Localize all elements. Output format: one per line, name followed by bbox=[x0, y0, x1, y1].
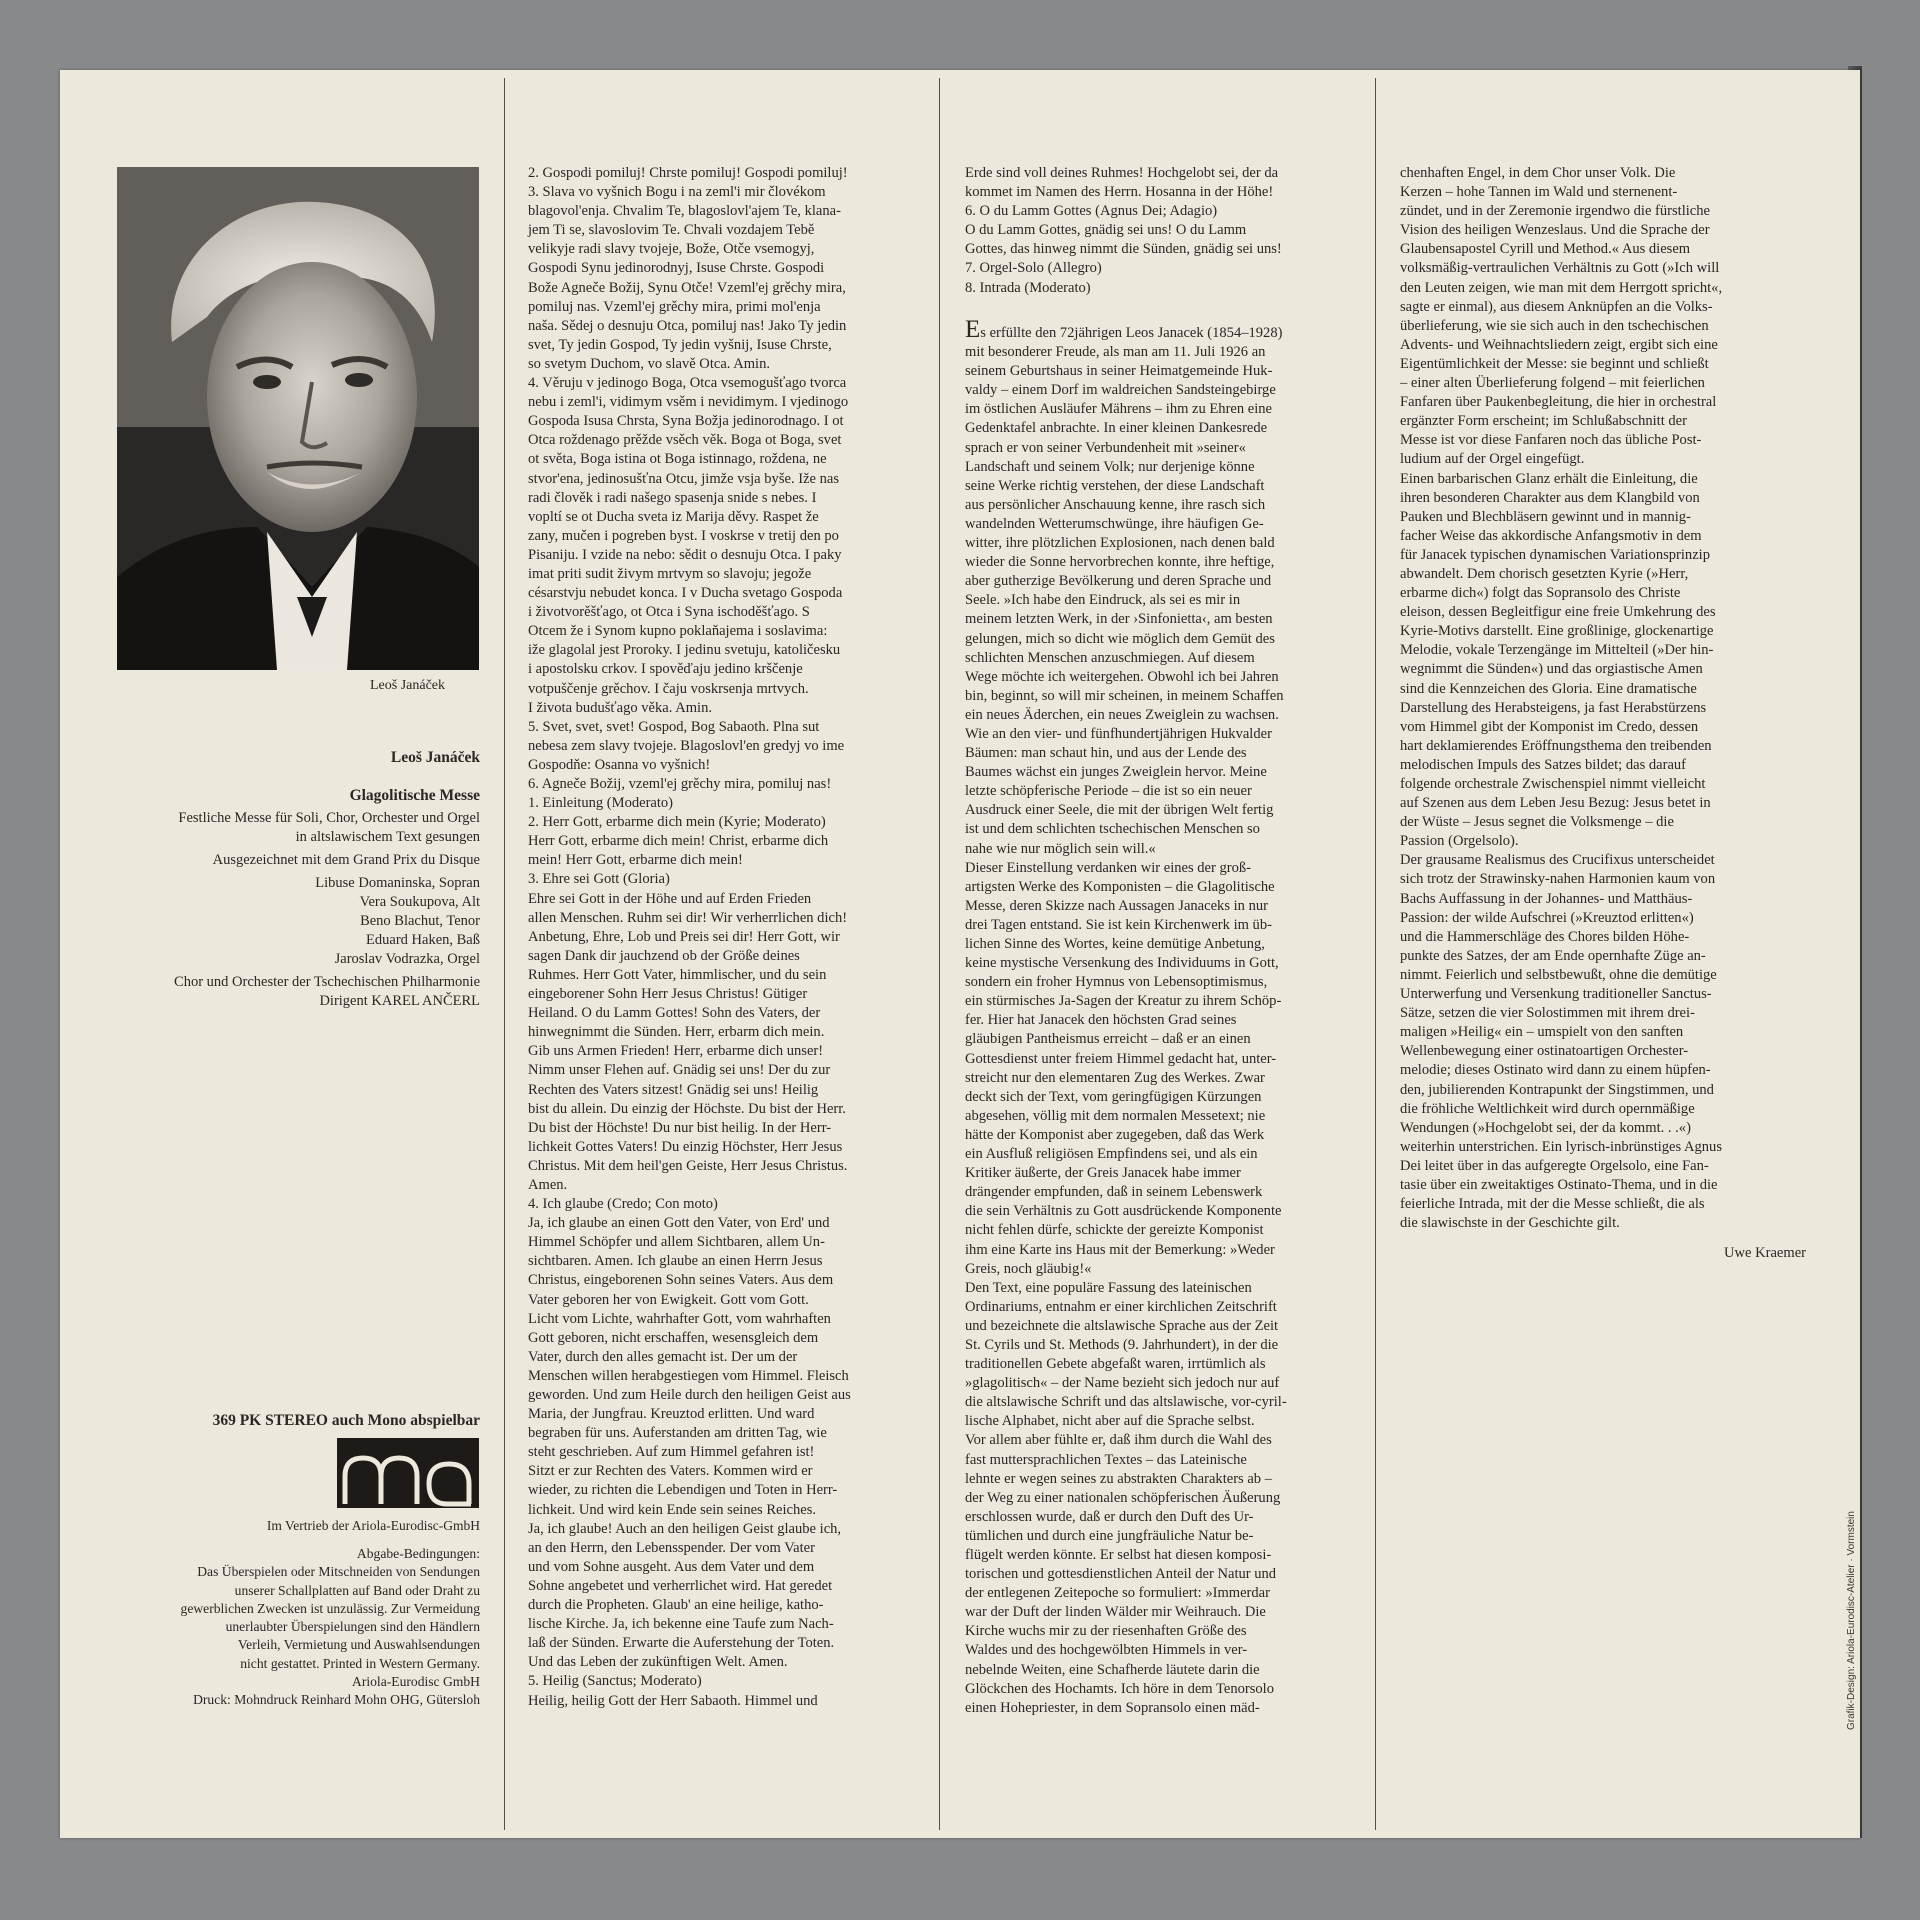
text-line: ludium auf der Orgel eingefügt. bbox=[1400, 451, 1585, 468]
text-line: Sätze, setzen die vier Solostimmen mit ihrem drei- bbox=[1400, 1005, 1695, 1022]
text-line: 6. Agneče Božij, vzeml'ej grěchy mira, pomiluj nas! bbox=[528, 776, 832, 792]
text-line: Otcem že i Synom kupno poklaňajema i soslavima: bbox=[528, 623, 828, 640]
essay-author: Uwe Kraemer bbox=[1724, 1245, 1806, 1261]
text-line: blagovol'enja. Chvalim Te, blagoslovl'ajem Te, klana- bbox=[528, 203, 841, 220]
column-rule bbox=[1375, 78, 1376, 1830]
text-line: und die Hammerschläge des Chores bilden Höhe- bbox=[1400, 928, 1690, 945]
text-line: Erde sind voll deines Ruhmes! Hochgelobt sei, der da bbox=[965, 165, 1279, 181]
column-rule bbox=[939, 78, 940, 1830]
column-rule bbox=[504, 78, 505, 1830]
text-line: 2. Gospodi pomiluj! Chrste pomiluj! Gospodi pomiluj! bbox=[528, 165, 848, 181]
text-line: Otca roždenago prěžde vsěch věk. Boga ot Boga, svet bbox=[528, 432, 842, 449]
text-line: flügelt werden könnte. Er selbst hat diesen komposi- bbox=[965, 1547, 1272, 1563]
text-line: I života budušťago věka. Amin. bbox=[528, 699, 712, 716]
text-line: gläubigen Pantheismus erreicht – daß er an einen bbox=[965, 1031, 1251, 1048]
text-line: St. Cyrils und St. Methods (9. Jahrhundert), in der die bbox=[965, 1336, 1279, 1353]
text-line: aus persönlicher Anschauung kenne, ihre rasch sich bbox=[965, 496, 1266, 513]
text-line: deckt sich der Text, vom geringfügigen Kürzungen bbox=[965, 1088, 1262, 1105]
text-line: geworden. Und zum Heile durch den heiligen Geist aus bbox=[528, 1387, 851, 1403]
mass-text-continued bbox=[965, 164, 1357, 298]
terms-line: Abgabe-Bedingungen: bbox=[356, 1546, 480, 1561]
text-line: ein Ausfluß religiösen Empfindens sei, und als ein bbox=[965, 1146, 1258, 1163]
text-line: Eigentümlichkeit der Messe: sie beginnt und schließt bbox=[1400, 355, 1709, 372]
text-line: 6. O du Lamm Gottes (Agnus Dei; Adagio) bbox=[965, 203, 1218, 220]
text-line: und vom Sohne ausgeht. Aus dem Vater und dem bbox=[528, 1558, 815, 1575]
text-line: melodie; dieses Ostinato wird dann zu einem hüpfen- bbox=[1400, 1062, 1711, 1079]
text-line: Darstellung des Herabsteigens, ja fast Herabstürzens bbox=[1400, 699, 1707, 716]
catalog-number: 369 PK STEREO auch Mono abspielbar bbox=[212, 1412, 480, 1429]
text-line: nicht fehlen dürfe, schickte der gereizte Komponist bbox=[965, 1222, 1264, 1239]
text-line: 4. Ich glaube (Credo; Con moto) bbox=[528, 1196, 718, 1213]
terms-line: unserer Schallplatten auf Band oder Draht zu bbox=[234, 1582, 480, 1598]
text-line: 3. Slava vo vyšnich Bogu i na zeml'i mir človékom bbox=[528, 184, 826, 201]
text-line: gelungen, mich so dicht wie möglich dem Gemüt des bbox=[965, 630, 1275, 647]
text-line: ihren besonderen Charakter aus dem Klangbild von bbox=[1400, 489, 1700, 506]
text-line: so svetym Duchom, vo slavě Otca. Amin. bbox=[528, 355, 771, 372]
text-line: Gottes, das hinweg nimmt die Sünden, gnädig sei uns! bbox=[965, 241, 1282, 258]
text-line: Gospodi Synu jedinorodnyj, Isuse Chrste. Gospodi bbox=[528, 260, 825, 277]
text-line: begraben für uns. Auferstanden am dritten Tag, wie bbox=[528, 1425, 827, 1442]
portrait-caption: Leoš Janáček bbox=[370, 678, 446, 693]
text-line: nahe wie nur möglich sein will.« bbox=[965, 840, 1156, 857]
text-line: 2. Herr Gott, erbarme dich mein (Kyrie; Moderato) bbox=[528, 814, 826, 831]
text-line: Einen barbarischen Glanz erhält die Einleitung, die bbox=[1400, 470, 1698, 487]
text-line: Den Text, eine populäre Fassung des lateinischen bbox=[965, 1279, 1252, 1296]
text-line: Amen. bbox=[528, 1176, 568, 1193]
text-line: tasie über ein zweitaktiges Ostinato-Thema, und in die bbox=[1400, 1176, 1718, 1193]
text-line: melodischen Impuls des Satzes bildet; das darauf bbox=[1400, 756, 1687, 773]
text-line: Dieser Einstellung verdanken wir eines der groß- bbox=[965, 859, 1251, 876]
text-line: streicht nur den elementaren Zug des Werkes. Zwar bbox=[965, 1069, 1265, 1086]
text-line: – einer alten Überlieferung folgend – mit feierlichen bbox=[1400, 375, 1705, 392]
terms-block bbox=[90, 1545, 480, 1710]
text-line: eingeborener Sohn Herr Jesus Christus! Gütiger bbox=[528, 986, 808, 1003]
text-line: stvor'ena, jedinosušťna Otcu, jimže vsja byše. Iže nas bbox=[528, 470, 840, 487]
text-line: nimmt. Feierlich und selbstbewußt, ohne die demütige bbox=[1400, 966, 1717, 983]
terms-line: gewerblichen Zwecken ist unzulässig. Zur Vermeidung bbox=[180, 1600, 480, 1616]
design-credit: Grafik-Design: Ariola-Eurodisc-Atelier · Vormstein bbox=[1846, 1511, 1857, 1730]
text-line: ihm eine Karte ins Haus mit der Bemerkung: »Weder bbox=[965, 1241, 1275, 1258]
text-line: Gospoda Isusa Chrsta, Syna Božja jedinorodnago. I ot bbox=[528, 413, 844, 430]
text-line: Licht vom Lichte, wahrhafter Gott, vom wahrhaften bbox=[528, 1310, 831, 1327]
text-line: ein stürmisches Ja-Sagen der Kreatur zu ihrem Schöp- bbox=[965, 993, 1282, 1010]
text-line: lichkeit Gottes Vaters! Du einzig Höchster, Herr Jesus bbox=[528, 1138, 843, 1155]
text-line: Pisaniju. I vzide na nebo: sědit o desnuju Otca. I paky bbox=[528, 546, 842, 563]
text-line: Advents- und Weihnachtsliedern zeigt, ergibt sich eine bbox=[1400, 336, 1718, 353]
text-line: 3. Ehre sei Gott (Gloria) bbox=[528, 871, 670, 888]
text-line: Der grausame Realismus des Crucifixus unterscheidet bbox=[1400, 852, 1715, 869]
text-line: Wie an den vier- und fünfhundertjährigen Hukvalder bbox=[965, 725, 1272, 742]
album-credits bbox=[90, 748, 480, 1011]
text-line: Wellenbewegung einer ostinatoartigen Orchester- bbox=[1400, 1043, 1689, 1060]
text-line: nebelnde Weiten, eine Schafherde läutete darin die bbox=[965, 1661, 1260, 1678]
text-line: erschlossen wurde, daß er durch den Duft des Ur- bbox=[965, 1508, 1254, 1525]
terms-line: Druck: Mohndruck Reinhard Mohn OHG, Gütersloh bbox=[193, 1692, 480, 1708]
text-line: seine Werke richtig verstehen, der diese Landschaft bbox=[965, 477, 1265, 494]
text-line: Nimm unser Flehen auf. Gnädig sei uns! Der du zur bbox=[528, 1062, 831, 1079]
text-line: O du Lamm Gottes, gnädig sei uns! O du Lamm bbox=[965, 222, 1247, 239]
text-line: erbarme dich«) folgt das Sopransolo des Christe bbox=[1400, 585, 1681, 602]
text-line: velikyje radi slavy tvojeje, Bože, Otče vsemogyj, bbox=[528, 241, 815, 258]
text-line: punkte des Satzes, der am Ende opernhafte Züge an- bbox=[1400, 947, 1706, 964]
text-line: 5. Svet, svet, svet! Gospod, Bog Sabaoth. Plna sut bbox=[528, 718, 820, 735]
performer: Libuse Domaninska, Sopran bbox=[315, 875, 480, 891]
text-line: jem Ti se, slavoslovim Te. Chvali vozdajem Tebě bbox=[528, 222, 815, 239]
text-line: abgesehen, völlig mit dem normalen Messetext; nie bbox=[965, 1107, 1266, 1124]
text-line: aber gutherzige Bevölkerung und deren Sprache und bbox=[965, 573, 1272, 590]
text-line: naša. Sědej o desnuju Otca, pomiluj nas! Jako Ty jedin bbox=[528, 317, 847, 334]
text-line: Wendungen (»Hochgelobt sei, der da kommt. . .«) bbox=[1400, 1119, 1691, 1136]
text-line: der Weg zu einer nationalen schöpferischen Äußerung bbox=[965, 1489, 1281, 1506]
text-line: Und das Leben der zukünftigen Welt. Amen. bbox=[528, 1654, 788, 1671]
text-line: césarstvju nebudet konca. I v Ducha svetago Gospoda bbox=[528, 585, 843, 602]
text-line: lichkeit. Und wird kein Ende sein seines Reiches. bbox=[528, 1501, 817, 1518]
text-line: Rechten des Vaters sitzest! Gnädig sei uns! Heilig bbox=[528, 1081, 819, 1098]
terms-line: unerlaubter Überspielungen sind den Händlern bbox=[225, 1619, 480, 1635]
text-line: mein! Herr Gott, erbarme dich mein! bbox=[528, 852, 743, 869]
text-line: Glaubensapostel Cyrill und Method.« Aus diesem bbox=[1400, 241, 1691, 258]
essay-column-2 bbox=[1400, 164, 1792, 1233]
text-line: sind die Kennzeichen des Gloria. Eine dramatische bbox=[1400, 680, 1697, 697]
text-line: imat priti sudit živym mrtvym so slavoju; jegože bbox=[528, 565, 812, 582]
text-line: Christus. Mit dem heil'gen Geiste, Herr Jesus Christus. bbox=[528, 1157, 848, 1174]
text-line: für Janacek typischen dynamischen Variationsprinzip bbox=[1400, 546, 1710, 563]
terms-line: Ariola-Eurodisc GmbH bbox=[352, 1674, 480, 1690]
text-line: den, jubilierenden Kontrapunkt der Singstimmen, und bbox=[1400, 1081, 1714, 1098]
text-line: 7. Orgel-Solo (Allegro) bbox=[965, 260, 1102, 277]
text-line: hinwegnimmt die Sünden. Herr, erbarm dich mein. bbox=[528, 1024, 825, 1041]
text-line: maligen »Heilig« ein – umspielt von den sanften bbox=[1400, 1024, 1684, 1041]
orchestra: Chor und Orchester der Tschechischen Philharmonie bbox=[174, 974, 480, 990]
text-line: bist du allein. Du einzig der Höchste. Du bist der Herr. bbox=[528, 1100, 846, 1117]
text-line: 8. Intrada (Moderato) bbox=[965, 279, 1091, 296]
text-line: Dei leitet über in das aufgeregte Orgelsolo, eine Fan- bbox=[1400, 1157, 1709, 1174]
text-line: Landschaft und seinem Volk; nur derjenige könne bbox=[965, 458, 1255, 475]
text-line: lichen Sinne des Wortes, keine demütige Anbetung, bbox=[965, 936, 1265, 952]
text-line: ergänzter Form erscheint; im Schlußabschnitt der bbox=[1400, 413, 1687, 430]
text-line: sprach er von seiner Verbundenheit mit »seiner« bbox=[965, 439, 1246, 456]
text-line: 5. Heilig (Sanctus; Moderato) bbox=[528, 1673, 702, 1690]
text-line: allen Menschen. Ruhm sei dir! Wir verherrlichen dich! bbox=[528, 909, 848, 926]
text-line: ist und dem schlichten tschechischen Menschen so bbox=[965, 821, 1260, 838]
text-line: Bachs Auffassung in der Johannes- und Matthäus- bbox=[1400, 890, 1693, 907]
text-line: wegnimmt die Sünden«) und das orgiastische Amen bbox=[1400, 661, 1703, 678]
text-line: »glagolitisch« – der Name bezieht sich jedoch nur auf bbox=[965, 1375, 1280, 1392]
essay-first-line: Es erfüllte den 72jährigen Leos Janacek (1854–1928) bbox=[965, 316, 1283, 343]
text-line: Kirche wuchs mir zu der riesenhaften Größe des bbox=[965, 1623, 1247, 1640]
text-line: meinem letzten Werk, in der ›Sinfonietta‹, am besten bbox=[965, 611, 1273, 628]
performer: Eduard Haken, Baß bbox=[366, 932, 480, 948]
text-line: sichtbaren. Amen. Ich glaube an einen Herrn Jesus bbox=[528, 1253, 823, 1270]
text-line: wieder, zu richten die Lebendigen und Toten in Herr- bbox=[528, 1482, 838, 1499]
conductor: Dirigent KAREL ANČERL bbox=[319, 993, 480, 1009]
text-line: fer. Hier hat Janacek den höchsten Grad seines bbox=[965, 1012, 1237, 1029]
text-line: Bože Agneče Božij, Synu Otče! Vzeml'ej grěchy mira, bbox=[528, 279, 846, 296]
text-line: die altslawische Schrift und das altslawische, vor-cyril- bbox=[965, 1394, 1287, 1411]
performer: Jaroslav Vodrazka, Orgel bbox=[334, 951, 480, 967]
text-line: Kritiker äußerte, der Greis Janacek habe immer bbox=[965, 1165, 1241, 1182]
text-line: ot světa, Boga istina ot Boga istinnago, roždena, ne bbox=[528, 451, 827, 468]
terms-line: Verleih, Vermietung und Auswahlsendungen bbox=[237, 1637, 480, 1653]
text-line: lische Alphabet, nicht aber auf die Sprache selbst. bbox=[965, 1413, 1255, 1430]
text-line: überlieferung, wie sie sich auch in den tschechischen bbox=[1400, 317, 1709, 334]
distribution-text: Im Vertrieb der Ariola-Eurodisc-GmbH bbox=[266, 1518, 480, 1533]
text-line: i životvorěšťago, ot Otca i Syna ischoděšťago. S bbox=[528, 604, 810, 621]
text-line: svet, Ty jedin Gospod, Ty jedin vyšnij, Isuse Chrste, bbox=[528, 336, 832, 353]
text-line: facher Weise das akkordische Anfangsmotiv in dem bbox=[1400, 527, 1702, 544]
text-line: Unterwerfung und Versenkung traditioneller Sanctus- bbox=[1400, 986, 1712, 1003]
text-line: Vater, durch den alles gemacht ist. Der um der bbox=[528, 1348, 798, 1365]
composer-name: Leoš Janáček bbox=[390, 749, 480, 766]
text-line: Kerzen – hohe Tannen im Wald und sternenent- bbox=[1400, 184, 1678, 201]
text-line: Gospodňe: Osanna vo vyšnich! bbox=[528, 756, 711, 773]
text-line: chenhaften Engel, in dem Chor unser Volk. Die bbox=[1400, 165, 1676, 181]
text-line: die slawischste in der Geschichte gilt. bbox=[1400, 1215, 1620, 1232]
text-line: letzte schöpferische Periode – die ist so ein neuer bbox=[965, 783, 1252, 800]
composer-portrait bbox=[117, 167, 479, 670]
essay-text bbox=[965, 343, 1357, 1718]
text-line: witter, ihre plötzlichen Explosionen, nach denen bald bbox=[965, 535, 1275, 552]
text-line: pomiluj nas. Vzeml'ej grěchy mira, primi mol'enja bbox=[528, 298, 821, 315]
text-line: sagte er einmal), aus diesem Anknüpfen an die Volks- bbox=[1400, 298, 1713, 315]
essay-column-1 bbox=[965, 316, 1357, 1718]
text-line: im östlichen Ausläufer Mährens – ihm zu Ehren eine bbox=[965, 401, 1273, 418]
text-line: Kyrie-Motivs darstellt. Eine großlinige, glockenartige bbox=[1400, 623, 1714, 640]
text-line: Herr Gott, erbarme dich mein! Christ, erbarme dich bbox=[528, 833, 829, 850]
text-line: sagen Dank dir jauchzend ob der Größe deines bbox=[528, 947, 800, 964]
terms-line: nicht gestattet. Printed in Western Germany. bbox=[240, 1655, 480, 1671]
text-line: weiterhin unterstrichen. Ein lyrisch-inbrünstiges Agnus bbox=[1400, 1138, 1722, 1155]
text-line: Fanfaren über Paukenbegleitung, die hier in orchestral bbox=[1400, 394, 1717, 411]
text-line: Gottesdienst unter freiem Himmel gedacht hat, unter- bbox=[965, 1050, 1277, 1067]
text-line: votpuščenje grěchov. I čaju voskrsenja mrtvych. bbox=[528, 680, 809, 697]
text-line: der entlegenen Zeitepoche so formuliert: »Immerdar bbox=[965, 1585, 1270, 1602]
text-line: fast muttersprachlichen Textes – das Lateinische bbox=[965, 1451, 1247, 1468]
text-line: ein neues Äderchen, ein neues Zweiglein zu wachsen. bbox=[965, 706, 1279, 723]
text-line: wieder die Sonne hervorbrechen konnte, ihre heftige, bbox=[965, 554, 1275, 571]
text-line: an den Herrn, den Lebensspender. Der vom Vater bbox=[528, 1539, 815, 1556]
text-line: hart deklamierendes Eröffnungsthema den treibenden bbox=[1400, 737, 1712, 754]
text-line: Ordinariums, entnahm er einer kirchlichen Zeitschrift bbox=[965, 1298, 1277, 1315]
text-line: Maria, der Jungfrau. Kreuztod erlitten. Und ward bbox=[528, 1406, 815, 1423]
text-line: feierliche Intrada, mit der die Messe schließt, die als bbox=[1400, 1196, 1705, 1213]
text-line: die sein Verhältnis zu Gott ausdrückende Komponente bbox=[965, 1203, 1282, 1220]
award-text: Ausgezeichnet mit dem Grand Prix du Disque bbox=[212, 852, 480, 868]
text-line: Baumes wächst ein junges Zweiglein hervor. Meine bbox=[965, 764, 1267, 781]
text-line: nebesa zem slavy tvojeje. Blagoslovl'en gredyj vo ime bbox=[528, 737, 845, 754]
text-line: Waldes und des hochgewölbten Himmels in ver- bbox=[965, 1642, 1248, 1659]
text-line: Passion (Orgelsolo). bbox=[1400, 833, 1519, 850]
work-title: Glagolitische Messe bbox=[349, 787, 480, 804]
text-line: Bäumen: man schaut hin, und aus der Lende des bbox=[965, 745, 1247, 762]
text-line: Heiland. O du Lamm Gottes! Sohn des Vaters, der bbox=[528, 1005, 821, 1022]
text-line: wandelnden Wetterumschwünge, ihre häufigen Ge- bbox=[965, 515, 1264, 532]
text-line: Sitzt er zur Rechten des Vaters. Kommen wird er bbox=[528, 1463, 813, 1480]
text-line: lische Kirche. Ja, ich bekenne eine Taufe zum Nach- bbox=[528, 1616, 834, 1633]
text-line: Seele. »Ich habe den Eindruck, als sei es mir in bbox=[965, 592, 1241, 609]
text-line: Ehre sei Gott in der Höhe und auf Erden Frieden bbox=[528, 890, 812, 907]
text-line: abwandelt. Dem chorisch gesetzten Kyrie (»Herr, bbox=[1400, 565, 1689, 582]
text-line: volksmäßig-vertraulichen Verhältnis zu Gott (»Ich will bbox=[1400, 260, 1720, 277]
text-line: Wege möchte ich weitergehen. Obwohl ich bei Jahren bbox=[965, 668, 1279, 685]
text-line: folgende orchestrale Zwischenspiel nimmt vielleicht bbox=[1400, 776, 1706, 792]
text-line: nebu i zeml'i, vidimym vsěm i nevidimym. I vjedinogo bbox=[528, 394, 849, 411]
text-line: Glöckchen des Hochamts. Ich höre in dem Tenorsolo bbox=[965, 1680, 1274, 1697]
text-line: Ruhmes. Herr Gott Vater, himmlischer, und du sein bbox=[528, 966, 827, 983]
text-line: Passion: der wilde Aufschrei (»Kreuztod erlitten«) bbox=[1400, 909, 1694, 926]
drop-cap: E bbox=[965, 316, 981, 343]
text-line: Melodie, vokale Terzengänge im Mittelteil (»Der hin- bbox=[1400, 642, 1714, 659]
text-line: i apostolsku crkov. I spověďaju jedino krščenje bbox=[528, 661, 803, 678]
text-line: Messe ist vor diese Fanfaren noch das übliche Post- bbox=[1400, 432, 1702, 449]
text-line: Heilig, heilig Gott der Herr Sabaoth. Himmel und bbox=[528, 1692, 818, 1709]
text-line: bin, beginnt, so will mir scheinen, in meinem Schaffen bbox=[965, 687, 1284, 704]
text-line: drei Tagen entstand. Sie ist kein Kirchenwerk im üb- bbox=[965, 916, 1272, 933]
text-line: laß der Sünden. Erwarte die Auferstehung der Toten. bbox=[528, 1635, 835, 1652]
text-line: durch die Propheten. Glaub' an eine heilige, katho- bbox=[528, 1597, 824, 1614]
text-line: Vater geboren her von Ewigkeit. Gott vom Gott. bbox=[528, 1291, 809, 1308]
text-line: Gott geboren, nicht erschaffen, wesensgleich dem bbox=[528, 1329, 819, 1346]
text-line: Sohne angebetet und verherrlichet wird. Hat geredet bbox=[528, 1577, 833, 1594]
text-line: traditionellen Gebete abgefaßt waren, irrtümlich als bbox=[965, 1356, 1266, 1373]
text-line: artigsten Werke des Komponisten – die Glagolitische bbox=[965, 878, 1275, 895]
text-line: den Leuten zeigen, wie man mit dem Herrgott spricht«, bbox=[1400, 279, 1723, 296]
text-line: tümlichen und durch eine jungfräuliche Natur be- bbox=[965, 1527, 1254, 1544]
text-line: 4. Věruju v jedinogo Boga, Otca vsemogušťago tvorca bbox=[528, 375, 847, 392]
text-line: Ja, ich glaube an einen Gott den Vater, von Erd' und bbox=[528, 1215, 830, 1232]
text-line: kommet im Namen des Herrn. Hosanna in der Höhe! bbox=[965, 184, 1274, 201]
text-line: torischen und gottesdienstlichen Anteil der Natur und bbox=[965, 1566, 1277, 1583]
text-line: Ja, ich glaube! Auch an den heiligen Geist glaube ich, bbox=[528, 1520, 842, 1537]
text-line: vom Himmel gibt der Komponist im Credo, dessen bbox=[1400, 718, 1699, 735]
text-line: auf Szenen aus dem Leben Jesu Bezug: Jesus betet in bbox=[1400, 795, 1711, 812]
text-line: Vor allem aber fühlte er, daß ihm durch die Wahl des bbox=[965, 1432, 1272, 1449]
text-line: zany, mučen i pogreben byst. I voskrse v tretij den po bbox=[528, 527, 839, 544]
text-line: sondern ein froher Hymnus von Lebensoptimismus, bbox=[965, 974, 1268, 991]
text-line: steht geschrieben. Auf zum Himmel gefahren ist! bbox=[528, 1444, 815, 1461]
text-line: Greis, noch gläubig!« bbox=[965, 1260, 1092, 1277]
text-line: der Wüste – Jesus segnet die Volksmenge – die bbox=[1400, 814, 1674, 831]
text-line: Anbetung, Ehre, Lob und Preis sei dir! Herr Gott, wir bbox=[528, 928, 840, 945]
text-line: Pauken und Blechbläsern gewinnt und in mannig- bbox=[1400, 508, 1691, 525]
text-line: iže glagolal jest Proroky. I jedinu svetuju, katoličesku bbox=[528, 642, 841, 659]
performer: Vera Soukupova, Alt bbox=[359, 894, 480, 910]
text-line: und bezeichnete die altslawische Sprache aus der Zeit bbox=[965, 1317, 1279, 1334]
text-line: lehnte er wegen seines zu abstrakten Charakters ab – bbox=[965, 1470, 1272, 1487]
text-line: eleison, dessen Begleitfigur eine freie Umkehrung des bbox=[1400, 604, 1716, 621]
text-line: einen Hohepriester, in dem Sopransolo einen mäd- bbox=[965, 1699, 1260, 1716]
text-line: mit besonderer Freude, als man am 11. Juli 1926 an bbox=[965, 344, 1266, 361]
text-line: Gedenktafel anbrachte. In einer kleinen Dankesrede bbox=[965, 420, 1268, 437]
work-subtitle: in altslawischem Text gesungen bbox=[295, 829, 480, 845]
text-line: sich trotz der Strawinsky-nahen Harmonien kaum von bbox=[1400, 871, 1716, 888]
label-logo bbox=[337, 1438, 479, 1508]
work-subtitle: Festliche Messe für Soli, Chor, Orchester und Orgel bbox=[178, 810, 480, 826]
text-line: drängender empfunden, daß in seinem Lebenswerk bbox=[965, 1184, 1263, 1201]
mass-text-column bbox=[528, 164, 920, 1711]
text-line: Messe, deren Skizze nach Aussagen Janaceks in nur bbox=[965, 897, 1268, 914]
record-sleeve-back bbox=[60, 70, 1860, 1838]
text-line: valdy – einem Dorf im waldreichen Sandsteingebirge bbox=[965, 382, 1276, 399]
text-line: Gib uns Armen Frieden! Herr, erbarme dich unser! bbox=[528, 1043, 824, 1060]
text-line: zündet, und in der Zeremonie irgendwo die fürstliche bbox=[1400, 203, 1710, 220]
text-line: Christus, eingeborenen Sohn seines Vaters. Aus dem bbox=[528, 1272, 834, 1289]
text-line: Menschen willen herabgestiegen vom Himmel. Fleisch bbox=[528, 1367, 849, 1384]
text-line: Himmel Schöpfer und allem Sichtbaren, allem Un- bbox=[528, 1234, 825, 1251]
text-line: war der Duft der linden Wälder mir Weihrauch. Die bbox=[965, 1604, 1266, 1621]
terms-line: Das Überspielen oder Mitschneiden von Sendungen bbox=[197, 1564, 480, 1580]
text-line: vopltí se ot Ducha sveta iz Marija děvy. Raspet že bbox=[528, 508, 819, 525]
text-line: 1. Einleitung (Moderato) bbox=[528, 795, 674, 812]
text-line: keine mystische Versenkung des Individuums in Gott, bbox=[965, 955, 1279, 972]
performer: Beno Blachut, Tenor bbox=[360, 913, 480, 929]
text-line: schlichten Menschen anzuschmiegen. Auf diesem bbox=[965, 649, 1255, 666]
text-line: Du bist der Höchste! Du nur bist heilig. In der Herr- bbox=[528, 1119, 832, 1136]
text-line: Ausdruck einer Seele, die mit der übrigen Welt fertig bbox=[965, 802, 1274, 819]
text-line: hätte der Komponist aber zugegeben, daß das Werk bbox=[965, 1126, 1265, 1143]
text-line: Vision des heiligen Wenzeslaus. Und die Sprache der bbox=[1400, 222, 1710, 239]
text-line: die fröhliche Weltlichkeit wird durch opernmäßige bbox=[1400, 1100, 1695, 1117]
text-line: seinem Geburtshaus in seiner Heimatgemeinde Huk- bbox=[965, 363, 1273, 380]
text-line: radi člověk i radi našego spasenja snide s nebes. I bbox=[528, 489, 817, 506]
